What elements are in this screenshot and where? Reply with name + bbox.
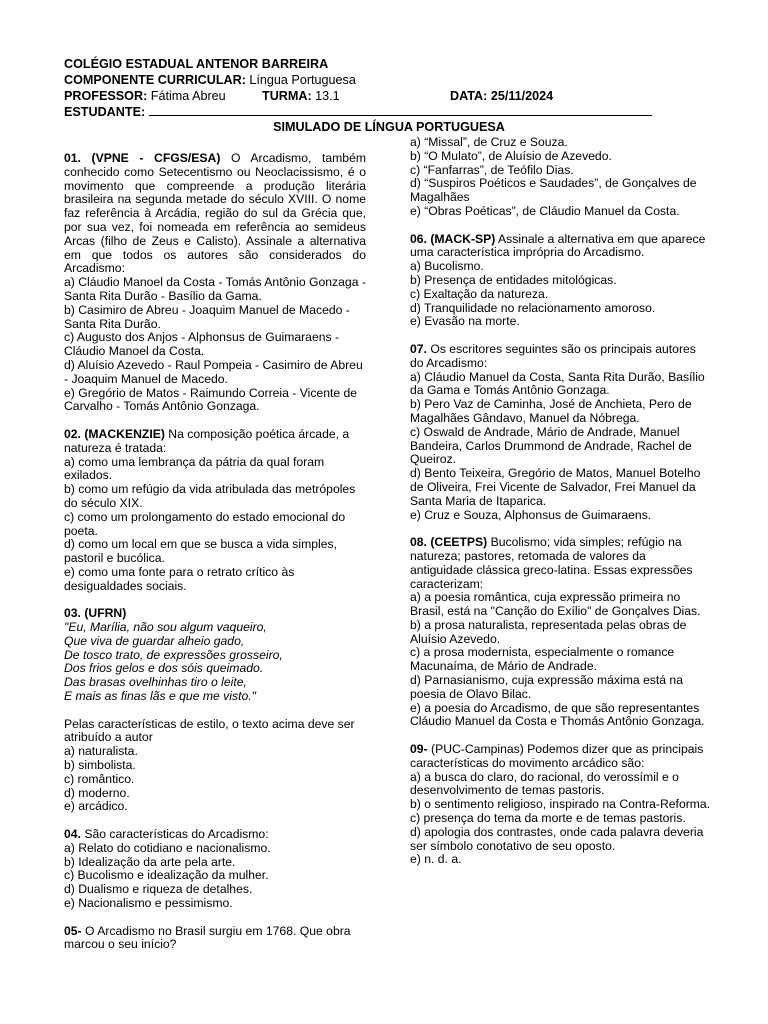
poem-line: Das brasas ovelhinhas tiro o leite,	[64, 675, 247, 690]
teacher-label: PROFESSOR:	[64, 89, 148, 103]
subject-label: COMPONENTE CURRICULAR:	[64, 73, 246, 87]
poem-line: "Eu, Marília, não sou algum vaqueiro,	[64, 620, 267, 635]
teacher-value: Fátima Abreu	[150, 89, 226, 103]
option[interactable]: c) Exaltação da natureza.	[410, 286, 549, 301]
option[interactable]: b) o sentimento religioso, inspirado na Contra-Reforma.	[410, 797, 711, 812]
option[interactable]: a) como uma lembrança da pátria da qual foram exilados.	[64, 454, 325, 483]
question-07	[410, 343, 712, 522]
option[interactable]: e) Cruz e Souza, Alphonsus de Guimaraens.	[410, 507, 652, 522]
option[interactable]: e) Nacionalismo e pessimismo.	[64, 896, 233, 911]
poem-line: Que viva de guardar alheio gado,	[64, 633, 245, 648]
question-02	[64, 428, 366, 594]
option[interactable]: c) Augusto dos Anjos - Alphonsus de Guimaraens - Cláudio Manoel da Costa.	[64, 330, 340, 359]
option[interactable]: c) Oswald de Andrade, Mário de Andrade, Manuel Bandeira, Carlos Drummond de Andrade, Rachel de Queiroz.	[410, 424, 692, 467]
student-name-blank[interactable]	[149, 104, 652, 116]
option[interactable]: b) Presença de entidades mitológicas.	[410, 272, 617, 287]
student-label: ESTUDANTE:	[64, 105, 146, 119]
option[interactable]: d) “Suspiros Poéticos e Saudades”, de Gonçalves de Magalhães	[410, 176, 697, 205]
question-09-text: (PUC-Campinas) Podemos dizer que as principais características do movimento arcádico são:	[410, 742, 704, 770]
option[interactable]: e) a poesia do Arcadismo, de que são representantes Cláudio Manuel da Costa e Thomás Antônio Gonzaga.	[410, 700, 705, 729]
question-09-stem	[410, 743, 712, 771]
option[interactable]: e) arcádico.	[64, 799, 128, 814]
date-label: DATA:	[450, 89, 488, 103]
poem-line: Dos frios gelos e dos sóis queimado.	[64, 661, 264, 676]
question-01-stem	[64, 152, 366, 276]
class-label: TURMA:	[262, 89, 312, 103]
option[interactable]: a) naturalista.	[64, 744, 138, 759]
left-column	[64, 152, 366, 966]
option[interactable]: a) Relato do cotidiano e nacionalismo.	[64, 840, 271, 855]
option[interactable]: b) Pero Vaz de Caminha, José de Anchieta, Pero de Magalhães Gândavo, Manuel da Nóbrega.	[410, 397, 692, 425]
document-header	[64, 56, 664, 120]
question-05-text: O Arcadismo no Brasil surgiu em 1768. Que obra marcou o seu início?	[64, 923, 351, 952]
question-09	[410, 743, 712, 867]
option[interactable]: d) Dualismo e riqueza de detalhes.	[64, 882, 253, 897]
question-01-number: 01. (VPNE - CFGS/ESA)	[64, 151, 221, 165]
question-07-text: Os escritores seguintes são os principais autores do Arcadismo:	[410, 341, 696, 370]
question-03-text: Pelas características de estilo, o texto acima deve ser atribuído a autor	[64, 716, 355, 745]
question-02-stem	[64, 428, 366, 456]
option[interactable]: a) Cláudio Manoel da Costa - Tomás Antônio Gonzaga - Santa Rita Durão - Basílio da Gama.	[64, 275, 366, 303]
option[interactable]: d) Parnasianismo, cuja expressão máxima está na poesia de Olavo Bilac.	[410, 673, 683, 701]
option[interactable]: c) Bucolismo e idealização da mulher.	[64, 868, 269, 883]
page-title: SIMULADO DE LÍNGUA PORTUGUESA	[273, 120, 505, 134]
option[interactable]: d) como um local em que se busca a vida simples, pastoril e bucólica.	[64, 537, 337, 566]
poem-line: De tosco trato, de expressões grosseiro,	[64, 647, 283, 662]
question-04-stem	[64, 828, 366, 842]
right-column	[410, 136, 712, 881]
question-03	[64, 607, 366, 814]
option[interactable]: a) Cláudio Manuel da Costa, Santa Rita Durão, Basílio da Gama e Tomás Antônio Gonzaga.	[410, 369, 705, 398]
poem-line: E mais as finas lãs e que me visto."	[64, 689, 256, 704]
option[interactable]: b) “O Mulato”, de Aluísio de Azevedo.	[410, 148, 612, 163]
question-07-stem	[410, 343, 712, 371]
question-09-number: 09-	[410, 742, 428, 757]
option[interactable]: b) como um refúgio da vida atribulada das metrópoles do século XIX.	[64, 482, 356, 510]
option[interactable]: a) a poesia romântica, cuja expressão primeira no Brasil, está na "Canção do Exílio" de Gonçalves Dias.	[410, 590, 701, 619]
question-08-stem	[410, 536, 712, 591]
option[interactable]: b) Casimiro de Abreu - Joaquim Manuel de Macedo - Santa Rita Durão.	[64, 302, 350, 331]
option[interactable]: c) como um prolongamento do estado emocional do poeta.	[64, 509, 346, 538]
option[interactable]: a) a busca do claro, do racional, do verossímil e o desenvolvimento de temas pastoris.	[410, 769, 679, 798]
option[interactable]: b) simbolista.	[64, 758, 136, 773]
student-line	[64, 104, 664, 120]
option[interactable]: e) Gregório de Matos - Raimundo Correia - Vicente de Carvalho - Tomás Antônio Gonzaga.	[64, 385, 358, 414]
option[interactable]: d) apologia dos contrastes, onde cada palavra deveria ser símbolo conotativo de seu oposto.	[410, 824, 704, 853]
option[interactable]: a) Bucolismo.	[410, 259, 484, 274]
option[interactable]: d) Aluísio Azevedo - Raul Pompeia - Casimiro de Abreu - Joaquim Manuel de Macedo.	[64, 357, 363, 386]
question-04	[64, 828, 366, 911]
option[interactable]: c) romântico.	[64, 771, 135, 786]
school-name: COLÉGIO ESTADUAL ANTENOR BARREIRA	[64, 57, 329, 71]
option[interactable]: c) a prosa modernista, especialmente o romance Macunaíma, de Mário de Andrade.	[410, 645, 675, 674]
question-01-text: O Arcadismo, também conhecido como Setecentismo ou Neoclacissismo, é o movimento que compreende a produção literária brasileira na segunda metade do século XVIII. O nome faz referência à Arcádia, região do sul da Grécia que, por sua vez, foi nomeada em referência ao semideus Arcas (filho de Zeus e Calisto). Assinale a alternativa em que todos os autores são considerados do Arcadismo:	[64, 151, 367, 276]
question-07-number: 07.	[410, 341, 427, 356]
question-08-number: 08. (CEETPS)	[410, 535, 488, 550]
question-05-stem	[64, 925, 366, 953]
option[interactable]: d) Bento Teixeira, Gregório de Matos, Manuel Botelho de Oliveira, Frei Vicente de Salvador, Frei Manuel da Santa Maria de Itaparica.	[410, 466, 701, 508]
option[interactable]: e) n. d. a.	[410, 852, 462, 867]
option[interactable]: e) “Obras Poéticas”, de Cláudio Manuel da Costa.	[410, 203, 680, 218]
question-05-options	[410, 136, 712, 219]
option[interactable]: d) moderno.	[64, 785, 130, 800]
option[interactable]: e) Evasão na morte.	[410, 314, 520, 329]
question-06-stem	[410, 233, 712, 261]
subject-value: Língua Portuguesa	[249, 73, 356, 87]
option[interactable]: c) presença do tema da morte e de temas pastoris.	[410, 811, 686, 826]
question-05-number: 05-	[64, 923, 82, 938]
option[interactable]: a) “Missal”, de Cruz e Souza.	[410, 135, 568, 149]
question-02-text: Na composição poética árcade, a natureza é tratada:	[64, 426, 350, 455]
option[interactable]: b) Idealização da arte pela arte.	[64, 854, 236, 869]
question-01	[64, 152, 366, 414]
subject-line	[64, 72, 664, 88]
question-08-text: Bucolismo; vida simples; refúgio na natureza; pastores, retomada de valores da antiguidade clássica greco-latina. Essas expressões caracterizam:	[410, 535, 693, 591]
class-value: 13.1	[315, 89, 340, 103]
question-06-number: 06. (MACK-SP)	[410, 231, 496, 246]
question-06	[410, 233, 712, 330]
option[interactable]: c) “Fanfarras”, de Teófilo Dias.	[410, 162, 574, 177]
date-field	[450, 88, 553, 104]
question-04-text: São características do Arcadismo:	[84, 827, 269, 842]
option[interactable]: e) como uma fonte para o retrato crítico às desigualdades sociais.	[64, 564, 295, 593]
question-05-stem-block	[64, 925, 366, 953]
question-04-number: 04.	[64, 827, 81, 842]
option[interactable]: d) Tranquilidade no relacionamento amoroso.	[410, 300, 656, 315]
class-field	[262, 88, 340, 104]
option[interactable]: b) a prosa naturalista, representada pelas obras de Aluísio Azevedo.	[410, 617, 687, 646]
question-03-number: 03. (UFRN)	[64, 606, 127, 621]
teacher-line	[64, 88, 664, 104]
question-02-number: 02. (MACKENZIE)	[64, 426, 165, 441]
question-06-text: Assinale a alternativa em que aparece uma característica imprópria do Arcadismo.	[410, 231, 706, 260]
question-08	[410, 536, 712, 729]
date-value: 25/11/2024	[490, 89, 554, 103]
